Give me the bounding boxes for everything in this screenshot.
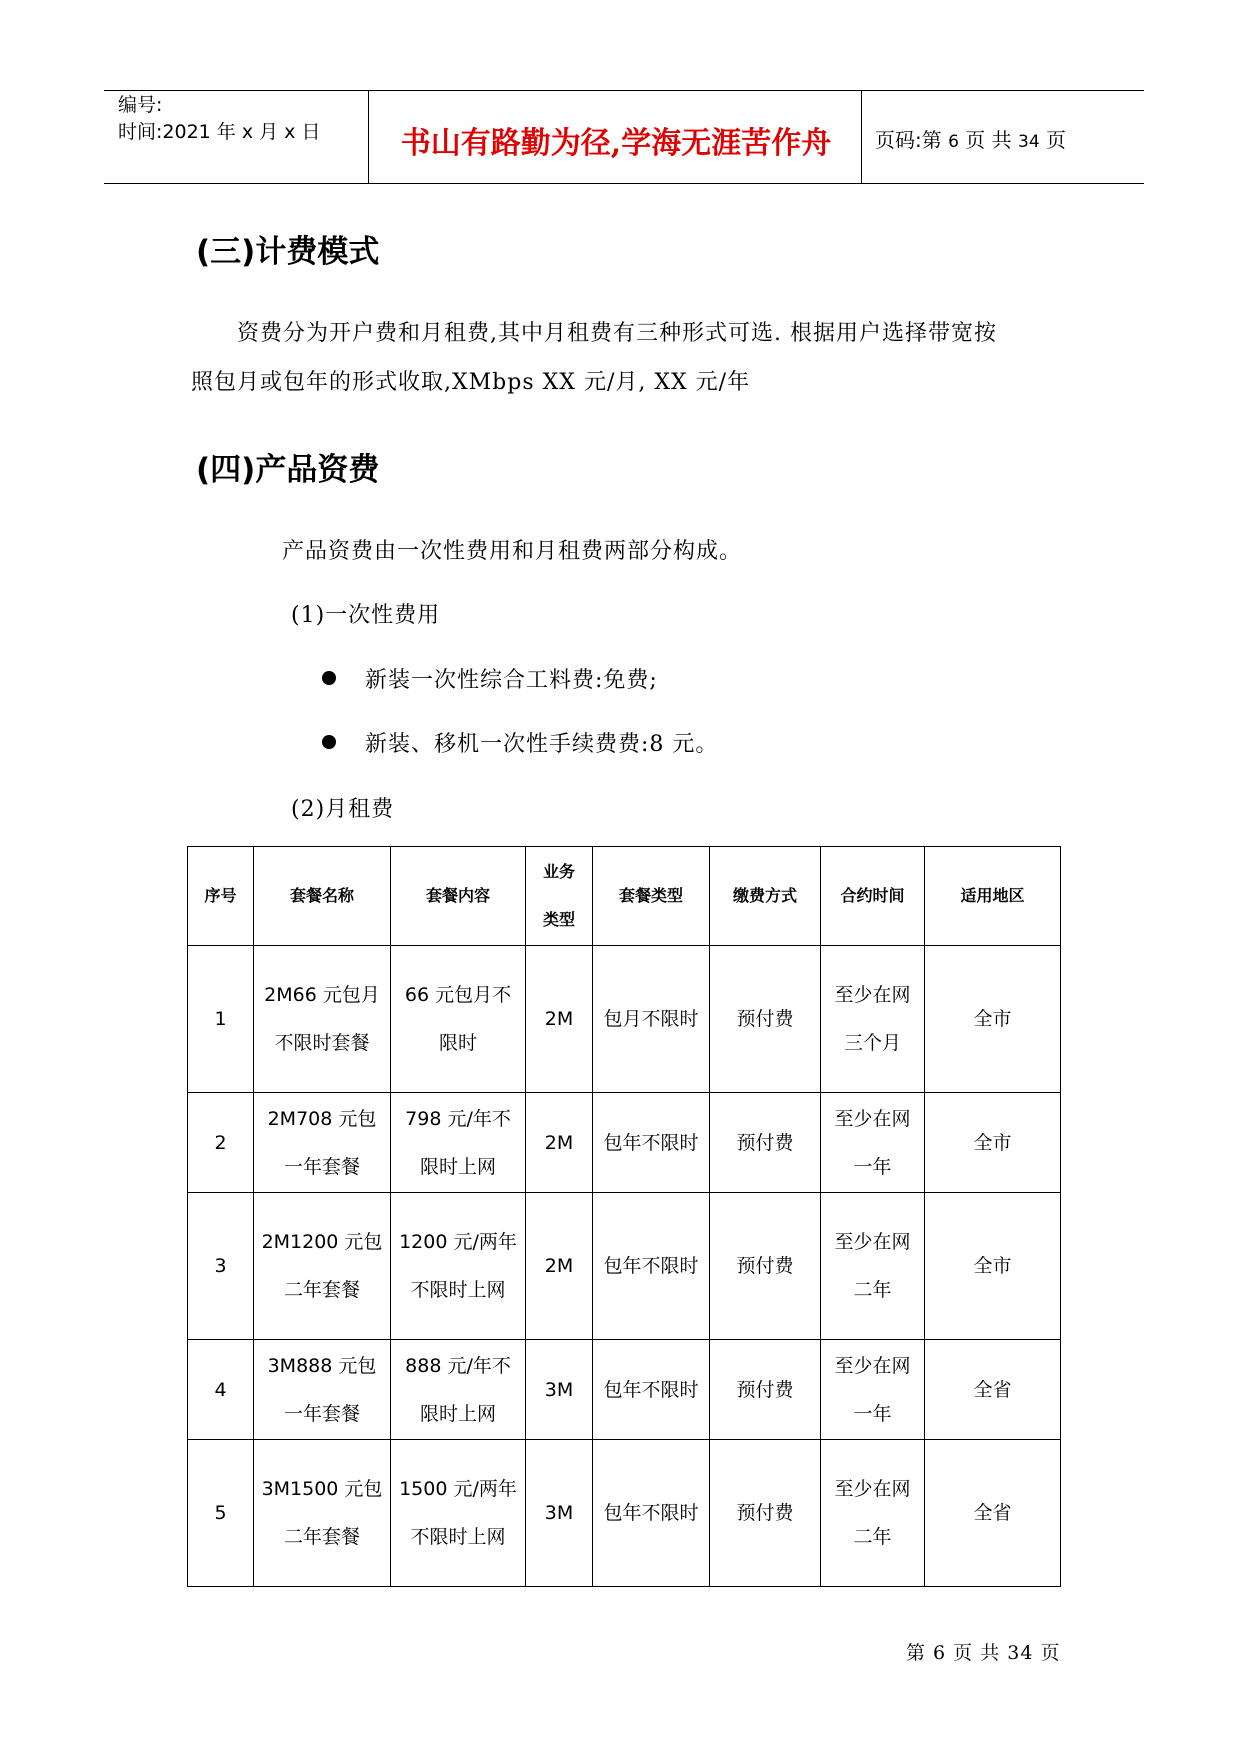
cell-region: 全市	[925, 1193, 1061, 1340]
bullet-dot-1	[322, 671, 336, 685]
cell-package-type: 包年不限时	[593, 1193, 710, 1340]
header-divider-left	[368, 90, 369, 183]
bullet-item-1: 新装一次性综合工料费:免费;	[365, 668, 658, 693]
cell-payment-method: 预付费	[710, 1093, 821, 1193]
cell-service-type: 3M	[526, 1340, 593, 1440]
cell-region: 全市	[925, 946, 1061, 1093]
section4-title: (四)产品资费	[196, 452, 380, 488]
cell-contract-time: 至少在网一年	[821, 1093, 925, 1193]
header-meta	[118, 92, 320, 146]
header-cell-package-content: 套餐内容	[391, 847, 526, 946]
time-label: 时间:2021 年 x 月 x 日	[118, 121, 321, 143]
cell-region: 全市	[925, 1093, 1061, 1193]
cell-payment-method: 预付费	[710, 1193, 821, 1340]
cell-payment-method: 预付费	[710, 1340, 821, 1440]
page-footer: 第 6 页 共 34 页	[906, 1642, 1061, 1664]
page-total: 34	[1018, 132, 1040, 152]
cell-region: 全省	[925, 1340, 1061, 1440]
fee-table	[187, 846, 1061, 1587]
cell-index: 1	[188, 946, 254, 1093]
header-page-number	[875, 124, 1066, 153]
section3-para-line1: 资费分为开户费和月租费,其中月租费有三种形式可选. 根据用户选择带宽按	[237, 321, 997, 346]
cell-package-name: 2M66 元包月不限时套餐	[254, 946, 391, 1093]
cell-contract-time: 至少在网二年	[821, 1440, 925, 1587]
bullet-dot-2	[322, 735, 336, 749]
page-prefix: 页码:第	[875, 128, 942, 152]
header-divider-right	[861, 90, 862, 183]
cell-index: 2	[188, 1093, 254, 1193]
cell-package-content: 66 元包月不限时	[391, 946, 526, 1093]
page-mid: 页 共	[965, 128, 1012, 152]
cell-contract-time: 至少在网一年	[821, 1340, 925, 1440]
header-cell-index: 序号	[188, 847, 254, 946]
header-cell-payment-method: 缴费方式	[710, 847, 821, 946]
cell-index: 3	[188, 1193, 254, 1340]
cell-service-type: 2M	[526, 946, 593, 1093]
cell-package-name: 3M888 元包一年套餐	[254, 1340, 391, 1440]
header-bottom-rule	[104, 183, 1144, 184]
section3-title: (三)计费模式	[196, 234, 380, 270]
cell-index: 4	[188, 1340, 254, 1440]
header-top-rule	[104, 90, 1144, 91]
code-label: 编号:	[118, 94, 163, 116]
cell-service-type: 3M	[526, 1440, 593, 1587]
page-current: 6	[948, 132, 959, 152]
table-row	[188, 1193, 1061, 1340]
section3-para-line2: 照包月或包年的形式收取,XMbps XX 元/月, XX 元/年	[191, 370, 751, 395]
header-cell-service-type: 业务类型	[526, 847, 593, 946]
cell-package-content: 1200 元/两年不限时上网	[391, 1193, 526, 1340]
cell-package-type: 包月不限时	[593, 946, 710, 1093]
subsection-monthly-fee: (2)月租费	[291, 797, 395, 822]
cell-contract-time: 至少在网三个月	[821, 946, 925, 1093]
cell-service-type: 2M	[526, 1093, 593, 1193]
cell-service-type: 2M	[526, 1193, 593, 1340]
section4-intro: 产品资费由一次性费用和月租费两部分构成。	[282, 539, 743, 564]
cell-package-content: 888 元/年不限时上网	[391, 1340, 526, 1440]
cell-region: 全省	[925, 1440, 1061, 1587]
cell-package-name: 3M1500 元包二年套餐	[254, 1440, 391, 1587]
header-motto: 书山有路勤为径,学海无涯苦作舟	[400, 126, 832, 161]
table-row	[188, 1340, 1061, 1440]
header-cell-package-type: 套餐类型	[593, 847, 710, 946]
header-cell-region: 适用地区	[925, 847, 1061, 946]
cell-package-type: 包年不限时	[593, 1340, 710, 1440]
table-row	[188, 946, 1061, 1093]
cell-package-type: 包年不限时	[593, 1440, 710, 1587]
cell-package-content: 1500 元/两年不限时上网	[391, 1440, 526, 1587]
cell-package-content: 798 元/年不限时上网	[391, 1093, 526, 1193]
cell-package-name: 2M708 元包一年套餐	[254, 1093, 391, 1193]
cell-package-type: 包年不限时	[593, 1093, 710, 1193]
subsection-one-time-fee: (1)一次性费用	[291, 603, 441, 628]
table-header-row	[188, 847, 1061, 946]
cell-package-name: 2M1200 元包二年套餐	[254, 1193, 391, 1340]
cell-payment-method: 预付费	[710, 1440, 821, 1587]
bullet-item-2: 新装、移机一次性手续费费:8 元。	[365, 732, 719, 757]
cell-index: 5	[188, 1440, 254, 1587]
cell-payment-method: 预付费	[710, 946, 821, 1093]
header-cell-contract-time: 合约时间	[821, 847, 925, 946]
cell-contract-time: 至少在网二年	[821, 1193, 925, 1340]
page-suffix: 页	[1046, 128, 1067, 152]
header-cell-package-name: 套餐名称	[254, 847, 391, 946]
table-row	[188, 1440, 1061, 1587]
table-row	[188, 1093, 1061, 1193]
